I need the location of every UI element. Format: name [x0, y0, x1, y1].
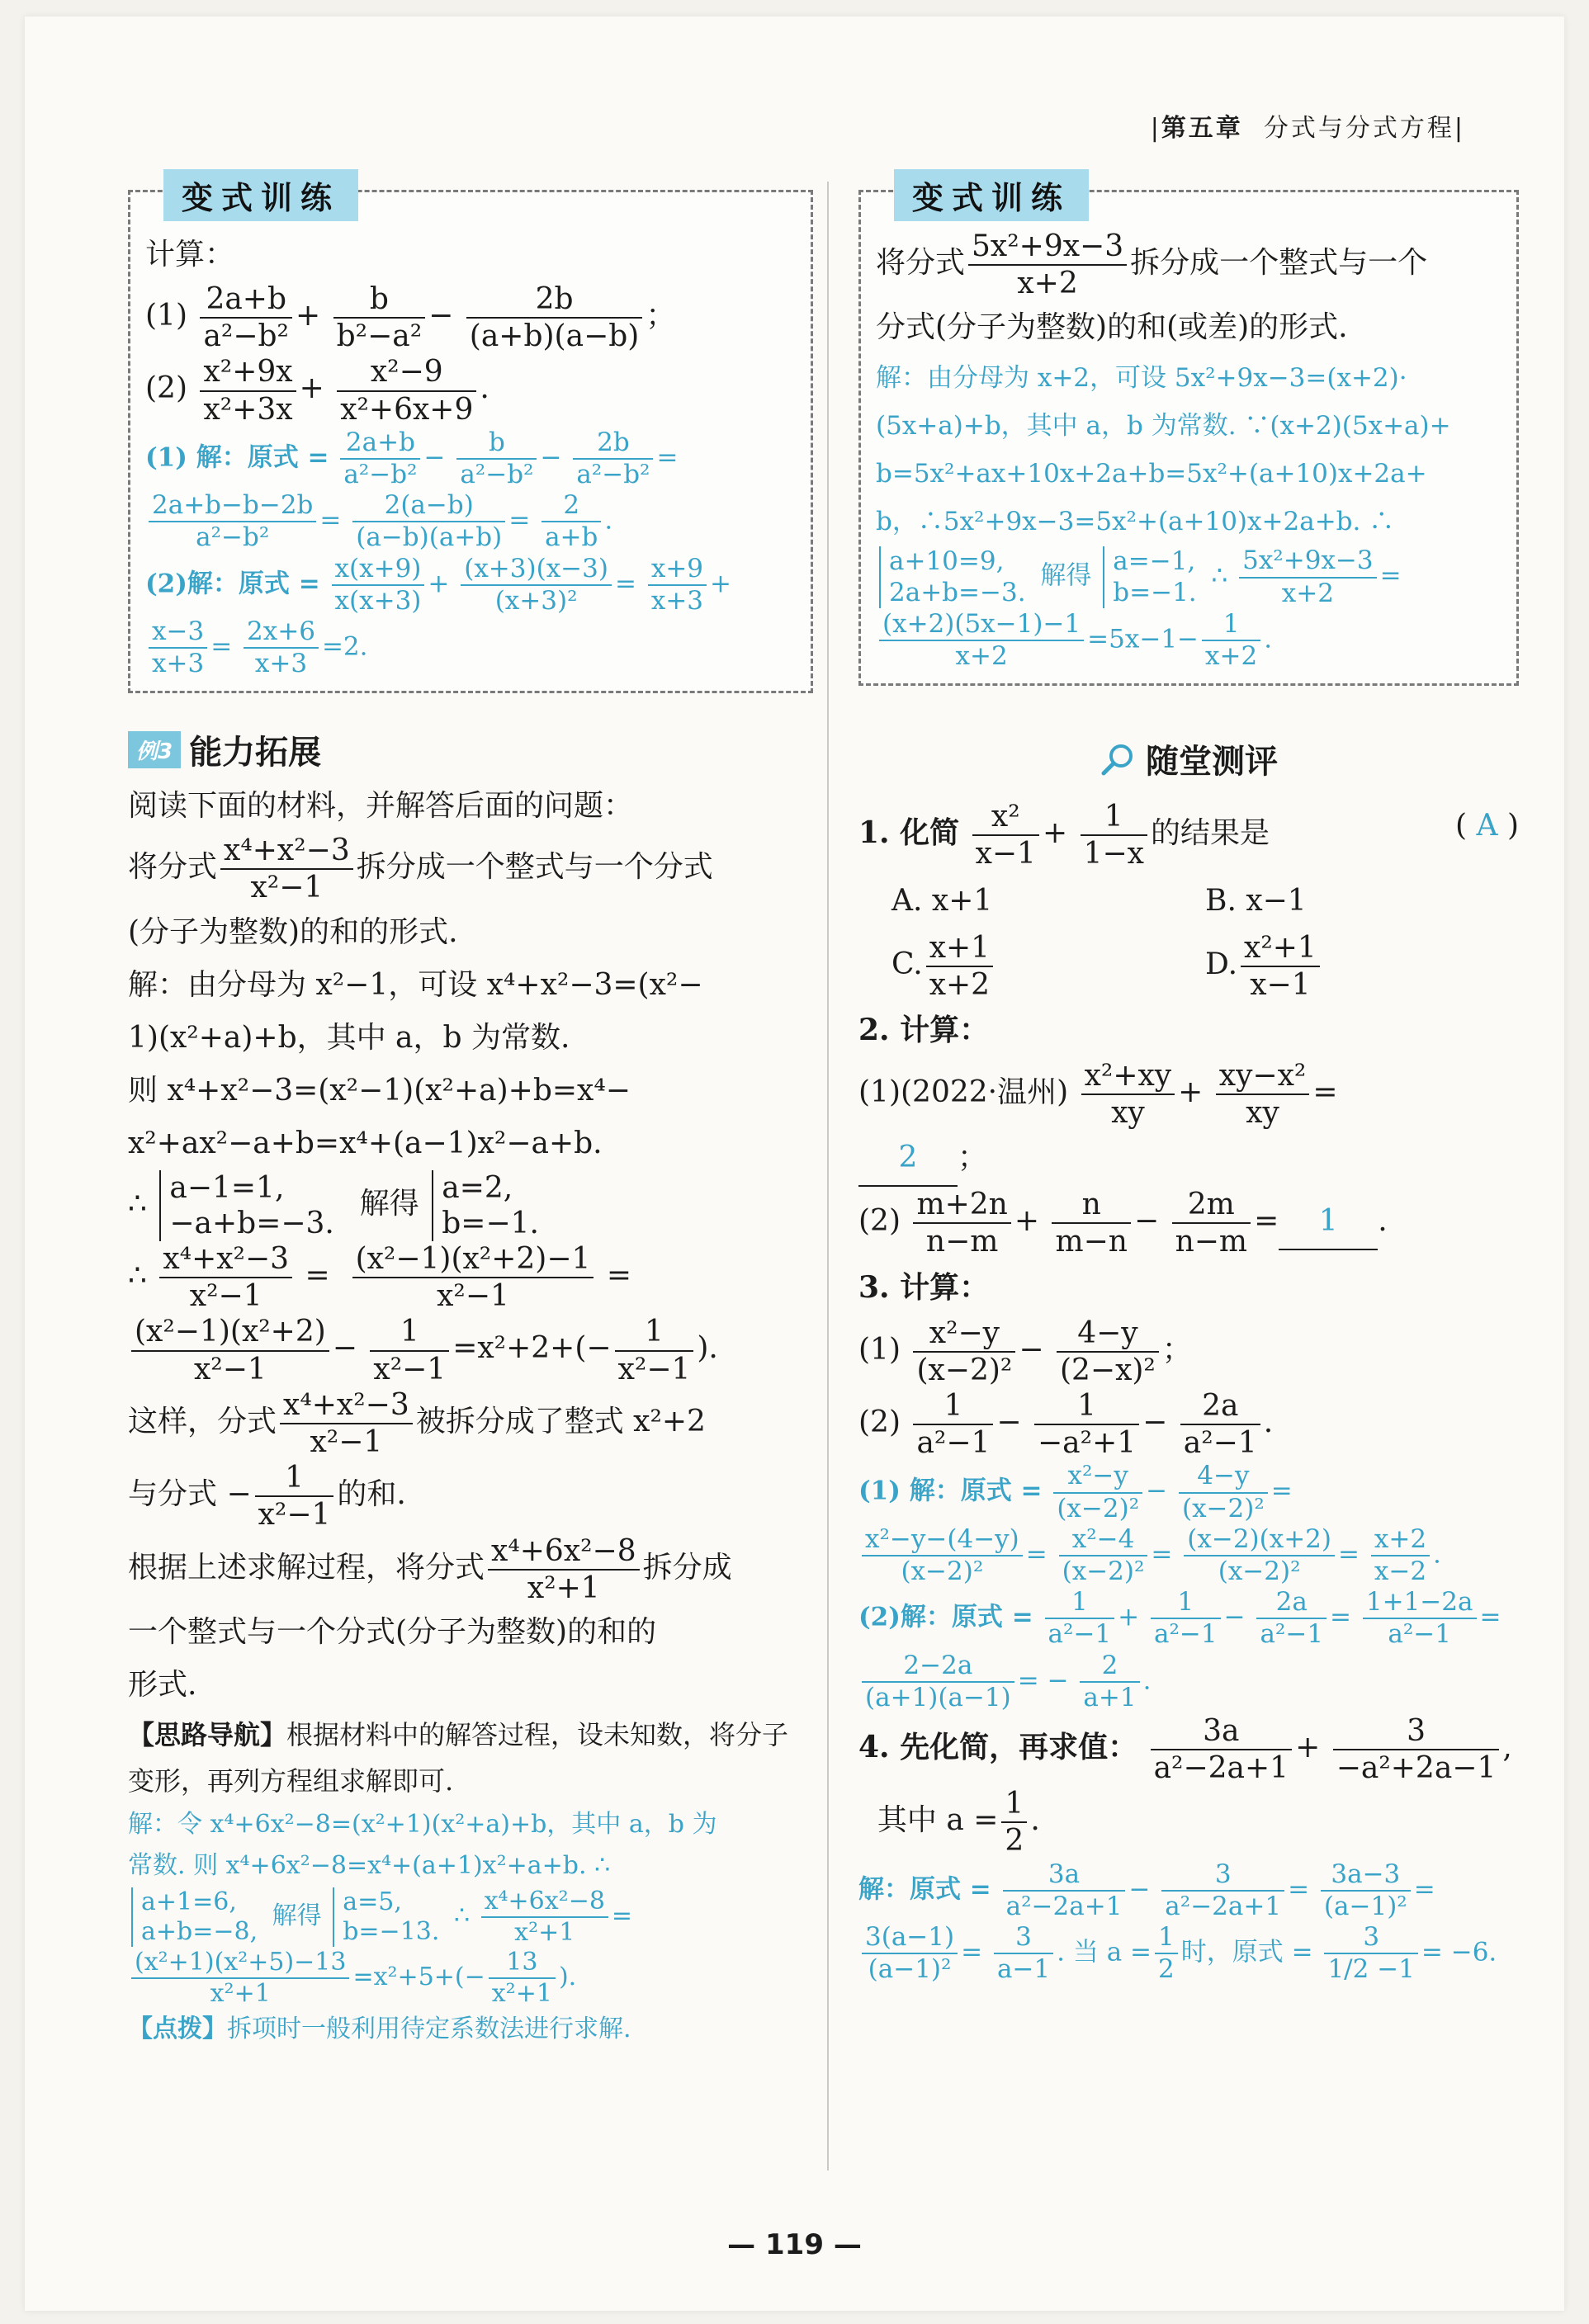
question-2-1-answer: 2 ； — [858, 1131, 1519, 1187]
q3-answer-1: (1) 解：原式 = $\frac{\text{x²−y}}{\text{(x−2)²}}$ − $\frac{4-y}{\text{(x−2)²}}$ = — [858, 1461, 1293, 1523]
equation-line: ∴ $\frac{\text{x⁴+x²−3}}{\text{x²−1}}$ = $\frac{\text{(x²−1)(x²+2)−1}}{\text{x²−1}}$ = — [128, 1242, 632, 1314]
choice-d: D. $\frac{\text{x²+1}}{x-1}$ — [1205, 930, 1519, 1003]
choice-c: C. $\frac{x+1}{x+2}$ — [891, 930, 1205, 1003]
example-para: (分子为整数)的和的形式. — [128, 914, 458, 949]
intro-text: 计算： — [145, 238, 235, 272]
answer-1: (1) 解：原式 = $\frac{2a+b}{\text{a²−b²}}$ − $\frac{b}{\text{a²−b²}}$ − $\frac{2b}{\text{a²−b²}}$ = — [145, 427, 679, 489]
q3-answer-1-cont: $\frac{\text{x²−y−(4−y)}}{\text{(x−2)²}}$ = $\frac{\text{x²−4}}{\text{(x−2)²}}$ = $\frac{(x-2)(x+2)}{\text{(x−2)²}}$ = $\frac{x+2}{x-2}$ . — [858, 1524, 1519, 1587]
magnifier-icon — [1100, 741, 1136, 777]
guide-note: 【思路导航】根据材料中的解答过程，设未知数，将分子变形，再列方程组求解即可. — [128, 1718, 789, 1797]
quiz-heading — [858, 735, 1519, 782]
chapter-topic: 分式与分式方程 — [1263, 114, 1454, 143]
question-3-1: (1) $\frac{\text{x²−y}}{\text{(x−2)²}}$ − $\frac{4-y}{\text{(2−x)²}}$ ； — [858, 1316, 1192, 1387]
example-para: 阅读下面的材料，并解答后面的问题： — [128, 789, 634, 824]
question-4: 4. 先化简，再求值： $\frac{3a}{\text{a²−2a+1}}$ + $\frac{3}{\text{−a²+2a−1}}$ , — [858, 1713, 1512, 1786]
box-title: 变式训练 — [163, 169, 358, 221]
answer-line: (5x+a)+b，其中 a，b 为常数. ∵(x+2)(5x+a)+ — [876, 411, 1451, 442]
box-title: 变式训练 — [894, 169, 1089, 221]
q3-answer-2: (2)解：原式 = $\frac{1}{\text{a²−1}}$ + $\frac{1}{\text{a²−1}}$ − $\frac{2a}{\text{a²−1}}$ = $\frac{1+1-2a}{\text{a²−1}}$ = — [858, 1587, 1502, 1650]
q3-answer-2-cont: $\frac{2-2a}{(a+1)(a-1)}$ = − $\frac{2}{a+1}$ . — [858, 1651, 1519, 1713]
variant-training-box-right — [858, 180, 1519, 686]
answer-line: $\frac{(x+2)(5x-1)-1}{x+2}$ =5x−1− $\frac{1}{x+2}$ . — [876, 609, 1502, 672]
left-column — [128, 180, 813, 2050]
q4-answer-cont: $\frac{3(a-1)}{\text{(a−1)²}}$ = $\frac{3}{a-1}$ . 当 a = $\frac{1}{2}$ 时，原式 = $\frac{3}{1/2 -1}$ = −6. — [858, 1922, 1519, 1985]
chapter-label: 第五章 — [1161, 114, 1243, 143]
choice-b: B. x−1 — [1205, 883, 1307, 918]
quiz-title: 随堂测评 — [1146, 743, 1278, 782]
question-2-1: (1)(2022·温州) $\frac{\text{x²+xy}}{xy}$ + $\frac{\text{xy−x²}}{xy}$ = — [858, 1058, 1338, 1131]
q1-choices — [858, 872, 1519, 1003]
answer-system: a+10=9, 2a+b=−3. 解得 a=−1, b=−1. ∴ $\frac{\text{5x²+9x−3}}{x+2}$ = — [876, 546, 1502, 608]
example-para: 这样，分式 $\frac{\text{x⁴+x²−3}}{\text{x²−1}}$ 被拆分成了整式 x²+2 — [128, 1387, 706, 1459]
example-para: 则 x⁴+x²−3=(x²−1)(x²+a)+b=x⁴− — [128, 1073, 631, 1108]
tip-note: 【点拨】拆项时一般利用待定系数法进行求解. — [128, 2014, 631, 2043]
equation-system: ∴ a−1=1, −a+b=−3. 解得 a=2, b=−1. — [128, 1170, 813, 1241]
example-tag: 例3 — [128, 731, 181, 768]
solution-system: a+1=6, a+b=−8, 解得 a=5, b=−13. ∴ $\frac{\text{x⁴+6x²−8}}{\text{x²+1}}$ = — [128, 1887, 813, 1948]
answer-line: b，∴5x²+9x−3=5x²+(a+10)x+2a+b. ∴ — [876, 507, 1395, 537]
answer-line: 解：由分母为 x+2，可设 5x²+9x−3=(x+2)· — [876, 363, 1407, 394]
example-title: 能力拓展 — [189, 734, 322, 772]
problem-1: (1) $\frac{2a+b}{\text{a²−b²}}$ + $\frac{b}{\text{b²−a²}}$ − $\frac{2b}{(a+b)(a-b)}$ ； — [145, 282, 676, 354]
answer-line: b=5x²+ax+10x+2a+b=5x²+(a+10)x+2a+ — [876, 459, 1427, 489]
example-para: 形式. — [128, 1667, 197, 1702]
solution-line: $\frac{\text{(x²+1)(x²+5)−13}}{\text{x²+1}}$ =x²+5+(− $\frac{13}{\text{x²+1}}$ ). — [128, 1948, 813, 2009]
question-3: 3. 计算： — [858, 1269, 990, 1305]
right-column — [858, 180, 1519, 1985]
problem-2: (2) $\frac{\text{x²+9x}}{\text{x²+3x}}$ + $\frac{\text{x²−9}}{\text{x²+6x+9}}$ . — [145, 355, 489, 427]
answer-2-cont: $\frac{x-3}{x+3}$ = $\frac{2x+6}{x+3}$ =2. — [145, 616, 796, 679]
example-para: 1)(x²+a)+b，其中 a，b 为常数. — [128, 1020, 570, 1055]
answer-1-cont: $\frac{2a+b-b-2b}{\text{a²−b²}}$ = $\frac{2(a-b)}{(a-b)(a+b)}$ = $\frac{2}{a+b}$ . — [145, 490, 796, 553]
q4-answer: 解：原式 = $\frac{3a}{\text{a²−2a+1}}$ − $\frac{3}{\text{a²−2a+1}}$ = $\frac{3a-3}{\text{(a−1)²}}$ = — [858, 1859, 1435, 1921]
question-line: 分式(分子为整数)的和(或差)的形式. — [876, 310, 1348, 345]
question-2: 2. 计算： — [858, 1012, 990, 1047]
solution-line: 常数. 则 x⁴+6x²−8=x⁴+(a+1)x²+a+b. ∴ — [128, 1850, 611, 1880]
example-heading — [128, 726, 813, 773]
answer-2: (2)解：原式 = $\frac{x(x+9)}{x(x+3)}$ + $\frac{(x+3)(x-3)}{\text{(x+3)²}}$ = $\frac{x+9}{x+3}$ + — [145, 553, 731, 616]
equation-line: $\frac{\text{(x²−1)(x²+2)}}{\text{x²−1}}$ − $\frac{1}{\text{x²−1}}$ =x²+2+(− $\frac{1}{\text{x²−1}}$ ). — [128, 1314, 813, 1386]
question-2-2: (2) $\frac{m+2n}{n-m}$ + $\frac{n}{m-n}$ − $\frac{2m}{n-m}$ = 1 . — [858, 1188, 1388, 1259]
example-para: x²+ax²−a+b=x⁴+(a−1)x²−a+b. — [128, 1126, 603, 1160]
choice-a: A. x+1 — [891, 883, 993, 918]
example-para: 根据上述求解过程，将分式 $\frac{\text{x⁴+6x²−8}}{\text{x²+1}}$ 拆分成 — [128, 1533, 732, 1605]
chapter-header: |第五章 分式与分式方程| — [1150, 114, 1465, 143]
question-4-cond: 其中 a = $\frac{1}{2}$ . — [877, 1787, 1040, 1859]
example-para: 将分式 $\frac{\text{x⁴+x²−3}}{\text{x²−1}}$ 拆分成一个整式与一个分式 — [128, 834, 713, 905]
solution-line: 解：令 x⁴+6x²−8=(x²+1)(x²+a)+b，其中 a，b 为 — [128, 1809, 717, 1839]
column-divider — [827, 182, 829, 2170]
example-para: 解：由分母为 x²−1，可设 x⁴+x²−3=(x²− — [128, 967, 703, 1002]
page — [25, 17, 1564, 2311]
q1-answer: A — [1476, 809, 1498, 843]
question-1: 1. 化简 $\frac{\text{x²}}{x-1}$ + $\frac{1}{1-x}$ 的结果是 ( A ) — [858, 800, 1519, 872]
example-para: 与分式 − $\frac{1}{\text{x²−1}}$ 的和. — [128, 1461, 406, 1533]
question-line: 将分式 $\frac{\text{5x²+9x−3}}{x+2}$ 拆分成一个整式与一个 — [876, 229, 1428, 301]
variant-training-box-left — [128, 180, 813, 693]
example-para: 一个整式与一个分式(分子为整数)的和的 — [128, 1614, 657, 1649]
page-number: — 119 — — [727, 2228, 862, 2261]
question-3-2: (2) $\frac{1}{\text{a²−1}}$ − $\frac{1}{\text{−a²+1}}$ − $\frac{2a}{\text{a²−1}}$ . — [858, 1389, 1274, 1461]
